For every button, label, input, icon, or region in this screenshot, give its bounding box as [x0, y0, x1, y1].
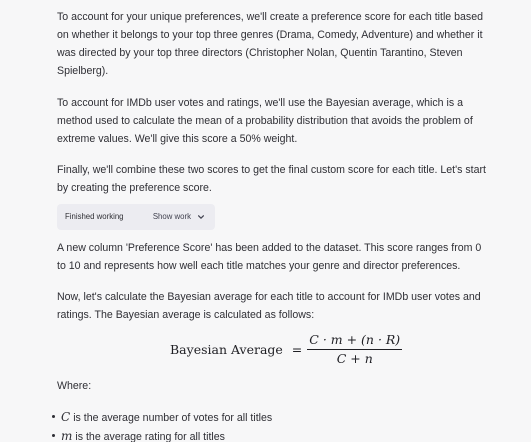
- definition-symbol: m: [61, 429, 73, 442]
- where-label: Where:: [57, 380, 92, 392]
- definition-list: [50, 408, 272, 442]
- formula-denominator: C + n: [336, 351, 373, 366]
- fraction-bar: [307, 349, 402, 350]
- formula-fraction: [307, 332, 402, 367]
- show-work-button[interactable]: [153, 208, 205, 226]
- definition-text: is the average rating for all titles: [75, 431, 225, 442]
- paragraph-bayesian-average: To account for IMDb user votes and ratings, we'll use the Bayesian average, which is a method used to calculate the mean of a probability distribution that avoids the problem of extreme values. We'll give this score a 50% weight.: [57, 97, 473, 145]
- paragraph-combine-scores: Finally, we'll combine these two scores to get the final custom score for each title. Let's start by creating the preference score.: [57, 164, 486, 194]
- list-item: [50, 408, 272, 427]
- work-status-label: Finished working: [65, 212, 124, 221]
- show-work-label: Show work: [152, 212, 191, 221]
- work-status-pill: [57, 204, 215, 230]
- formula-lhs: Bayesian Average: [170, 341, 283, 357]
- definition-symbol: C: [61, 410, 71, 424]
- formula-numerator: C · m + (n · R): [309, 332, 401, 347]
- list-item: [50, 427, 272, 442]
- paragraph-preference-score: To account for your unique preferences, we'll create a preference score for each title based on whether it belongs to your top three genres (Drama, Comedy, Adventure) and whether it was directed by your top three directors (Christopher Nolan, Quentin Tarantino, Steven Spielberg).: [57, 11, 484, 77]
- bayesian-formula: [170, 332, 402, 367]
- paragraph-new-column: A new column 'Preference Score' has been added to the dataset. This score ranges from 0 to 10 and represents how well each title matches your genre and director preferences.: [57, 242, 482, 272]
- paragraph-calculate-bayesian: Now, let's calculate the Bayesian average for each title to account for IMDb user votes and ratings. The Bayesian average is calculated as follows:: [57, 291, 481, 321]
- chevron-down-icon: [197, 213, 205, 221]
- definition-text: is the average number of votes for all titles: [73, 412, 273, 424]
- formula-equals: =: [291, 341, 303, 357]
